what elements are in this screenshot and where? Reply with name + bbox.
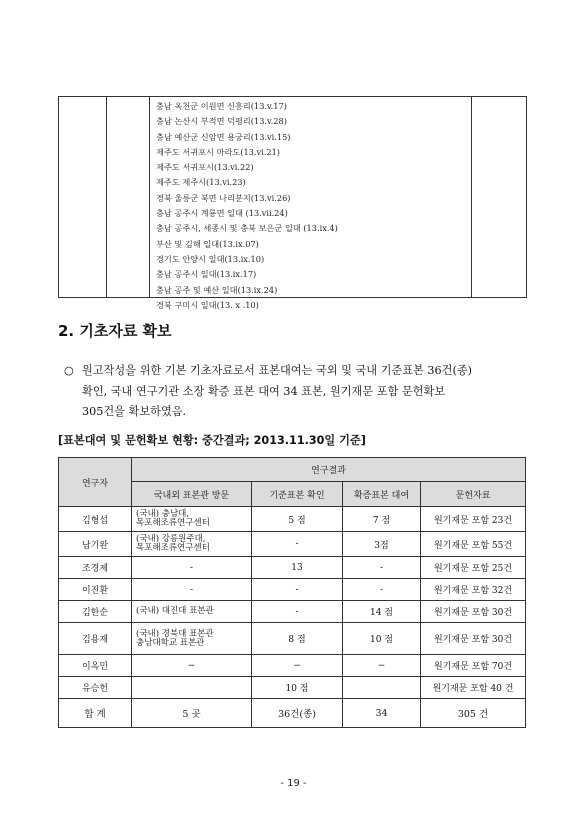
visit-cell: (국내) 대진대 표본관: [132, 601, 252, 623]
type-cell: 5 점: [252, 507, 343, 532]
paragraph-line: 305건을 확보하였음.: [82, 405, 187, 418]
total-label: 합 계: [59, 699, 132, 728]
type-cell: 13: [252, 557, 343, 579]
total-visit: 5 곳: [132, 699, 252, 728]
location-item: 충남 논산시 부적면 덕평리(13.v.28): [156, 116, 287, 127]
researcher-name: 김한순: [59, 601, 132, 623]
table-row: [59, 579, 526, 601]
summary-paragraph: [64, 361, 534, 423]
header-type-specimen: 기준표본 확인: [252, 482, 343, 507]
table-row: [59, 532, 526, 557]
literature-cell: 원기재문 포함 25건: [421, 557, 526, 579]
visit-cell: -: [132, 557, 252, 579]
table-caption: [표본대여 및 문헌확보 현황: 중간결과; 2013.11.30일 기준]: [58, 434, 366, 447]
header-researcher: 연구자: [59, 458, 132, 507]
header-literature: 문헌자료: [421, 482, 526, 507]
location-item: 충남 공주시 계룡면 일대 (13.ⅶ.24): [156, 208, 288, 219]
type-cell: −: [252, 655, 343, 677]
location-item: 충남 공주 및 예산 일대(13.ix.24): [156, 284, 278, 295]
table-divider: [471, 97, 472, 297]
voucher-cell: 14 점: [343, 601, 421, 623]
table-row: [59, 677, 526, 699]
location-item: 제주도 제주시(13.vi.23): [156, 177, 246, 188]
section-number: 2.: [58, 322, 75, 340]
researcher-name: 조경제: [59, 557, 132, 579]
paragraph-line: 확인, 국내 연구기관 소장 확증 표본 대여 34 표본, 원기재문 포함 문헌확보: [82, 384, 446, 398]
type-cell: -: [252, 601, 343, 623]
results-table: [58, 457, 526, 728]
location-item: 충남 옥천군 이원면 신흥리(13.v.17): [156, 101, 287, 111]
location-table: [58, 96, 527, 310]
visit-cell: -: [132, 579, 252, 601]
location-item: 경기도 안양시 일대(13.ix.10): [156, 253, 265, 264]
voucher-cell: −: [343, 655, 421, 677]
visit-cell: [132, 677, 252, 699]
visit-cell: (국내) 강릉원주대, 목포해조류연구센터: [132, 532, 252, 557]
type-cell: -: [252, 532, 343, 557]
bullet-icon: ○: [64, 364, 74, 377]
literature-cell: 원기재문 포함 32건: [421, 579, 526, 601]
total-literature: 305 건: [421, 699, 526, 728]
location-item: 경북 구미시 일대(13. x .10): [156, 299, 259, 310]
voucher-cell: [343, 677, 421, 699]
literature-cell: 원기재문 포함 30건: [421, 623, 526, 655]
table-divider: [106, 97, 107, 297]
researcher-name: 김용재: [59, 623, 132, 655]
location-item: 제주도 서귀포시 마라도(13.vi.21): [156, 146, 280, 157]
voucher-cell: -: [343, 557, 421, 579]
literature-cell: 원기재문 포함 70건: [421, 655, 526, 677]
total-type: 36건(종): [252, 699, 343, 728]
visit-cell: −: [132, 655, 252, 677]
section-heading: [58, 320, 172, 341]
visit-cell: (국내) 충남대, 목포해조류연구센터: [132, 507, 252, 532]
literature-cell: 원기재문 포함 40 건: [421, 677, 526, 699]
literature-cell: 원기재문 포함 30건: [421, 601, 526, 623]
table-row: [59, 507, 526, 532]
table-row: [59, 623, 526, 655]
location-item: 부산 및 김해 일대(13.ix.07): [156, 238, 259, 249]
type-cell: 10 점: [252, 677, 343, 699]
researcher-name: 유승헌: [59, 677, 132, 699]
researcher-name: 남기완: [59, 532, 132, 557]
type-cell: 8 점: [252, 623, 343, 655]
location-item: 충남 공주시, 세종시 및 충북 보은군 일대 (13.ix.4): [156, 223, 338, 234]
location-item: 경북 울릉군 북면 나리분지(13.vi.26): [156, 192, 291, 203]
literature-cell: 원기재문 포함 55건: [421, 532, 526, 557]
location-item: 충남 예산군 신암면 용궁리(13.vi.15): [156, 131, 291, 142]
section-title: 기초자료 확보: [79, 322, 172, 340]
table-row: [59, 557, 526, 579]
page-number: - 19 -: [280, 778, 307, 789]
table-row: [59, 655, 526, 677]
header-visit: 국내외 표본관 방문: [132, 482, 252, 507]
total-voucher: 34: [343, 699, 421, 728]
header-voucher: 확증표본 대여: [343, 482, 421, 507]
voucher-cell: 10 점: [343, 623, 421, 655]
voucher-cell: 7 점: [343, 507, 421, 532]
total-row: [59, 699, 526, 728]
location-item: 충남 공주시 일대(13.ix.17): [156, 269, 257, 280]
visit-cell: (국내) 경북대 표본관 충남대학교 표본관: [132, 623, 252, 655]
table-divider: [149, 97, 150, 297]
voucher-cell: 3점: [343, 532, 421, 557]
paragraph-line: 원고작성을 위한 기본 기초자료로서 표본대여는 국외 및 국내 기준표본 36건(종): [82, 364, 472, 377]
location-item: 제주도 서귀포시(13.vi.22): [156, 162, 254, 173]
location-list: [156, 99, 338, 313]
researcher-name: 김형섭: [59, 507, 132, 532]
researcher-name: 이진환: [59, 579, 132, 601]
table-row: [59, 601, 526, 623]
researcher-name: 이옥민: [59, 655, 132, 677]
header-results: 연구결과: [132, 458, 526, 482]
type-cell: -: [252, 579, 343, 601]
literature-cell: 원기재문 포함 23건: [421, 507, 526, 532]
voucher-cell: -: [343, 579, 421, 601]
